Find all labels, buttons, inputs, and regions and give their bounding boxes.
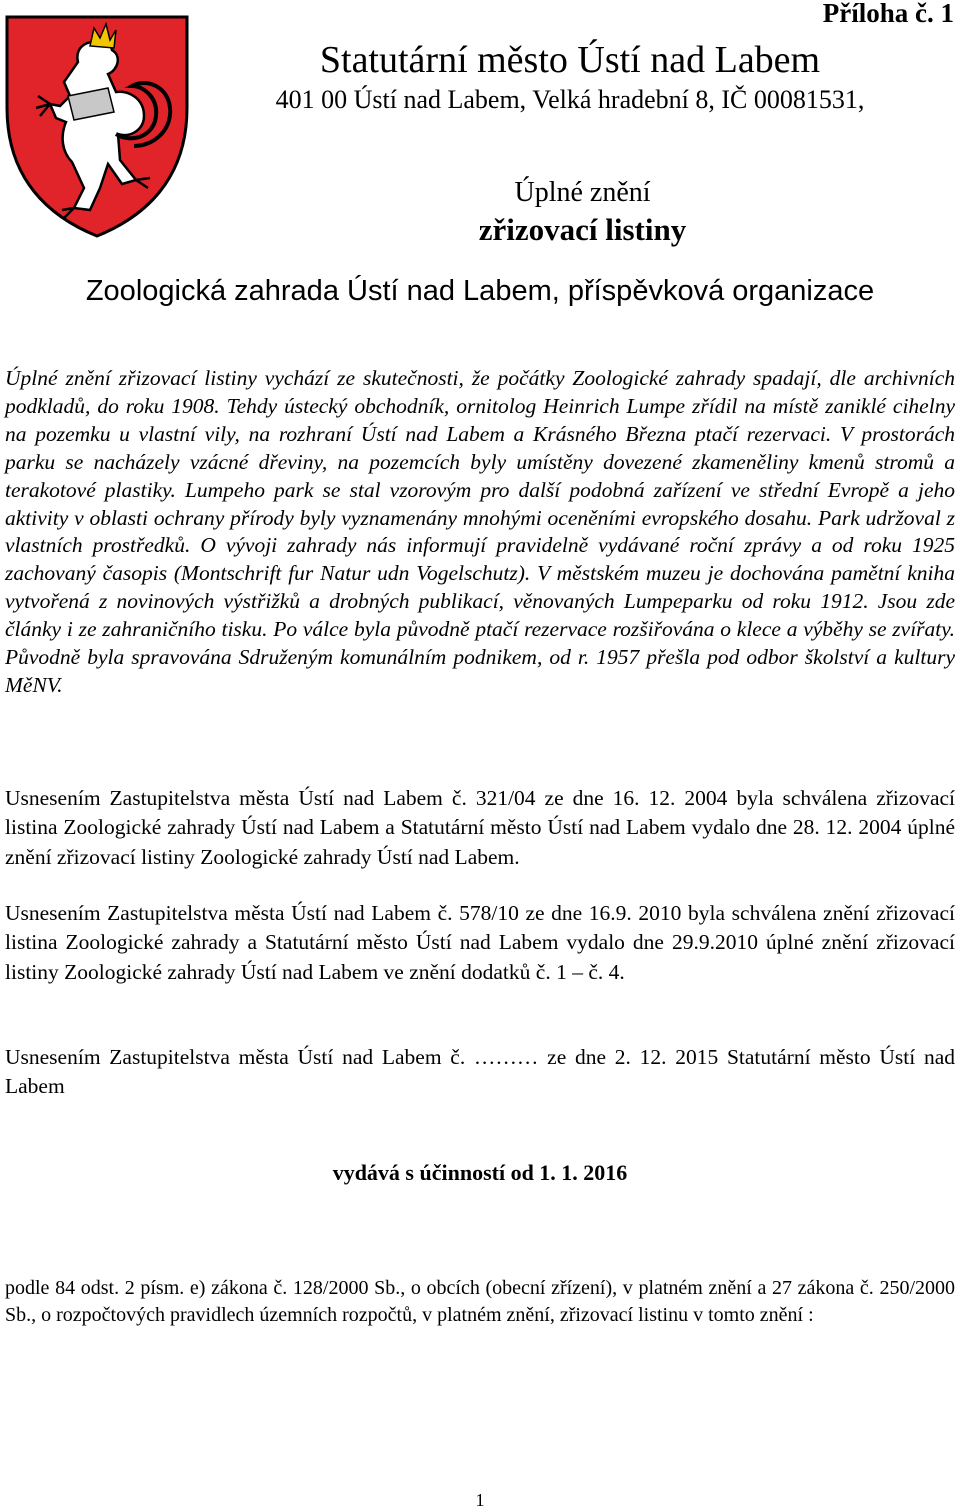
page-number: 1 xyxy=(475,1490,485,1510)
city-name: Statutární město Ústí nad Labem xyxy=(319,39,821,81)
effective-date-statement: vydává s účinností od 1. 1. 2016 xyxy=(332,1160,628,1185)
legal-basis-paragraph: podle 84 odst. 2 písm. e) zákona č. 128/2000 Sb., o obcích (obecní zřízení), v platném znění a 27 zákona č. 250/2000 Sb., o rozpočtových pravidlech územních rozpočtů, v platném znění, zřizovací listinu v tomto znění : xyxy=(5,1277,955,1326)
city-address: 401 00 Ústí nad Labem, Velká hradební 8, IČ 00081531, xyxy=(275,85,865,114)
resolution-paragraph-2004: Usnesením Zastupitelstva města Ústí nad Labem č. 321/04 ze dne 16. 12. 2004 byla schválena zřizovací listina Zoologické zahrady Ústí nad Labem a Statutární město Ústí nad Labem vydalo dne 28. 12. 2004 úplné znění zřizovací listiny Zoologické zahrady Ústí nad Labem. xyxy=(5,786,955,869)
document-title-line1: Úplné znění xyxy=(514,177,651,208)
resolution-paragraph-2010: Usnesením Zastupitelstva města Ústí nad Labem č. 578/10 ze dne 16.9. 2010 byla schválena znění zřizovací listina Zoologické zahrady a Statutární město Ústí nad Labem vydalo dne 29.9.2010 úplné znění zřizovací listiny Zoologické zahrady Ústí nad Labem ve znění dodatků č. 1 – č. 4. xyxy=(5,901,955,984)
organization-name: Zoologická zahrada Ústí nad Labem, příspěvková organizace xyxy=(85,275,875,307)
attachment-label: Příloha č. 1 xyxy=(822,0,954,28)
document-title-line2: zřizovací listiny xyxy=(478,212,687,247)
resolution-paragraph-2015: Usnesením Zastupitelstva města Ústí nad Labem č. ……… ze dne 2. 12. 2015 Statutární město Ústí nad Labem xyxy=(5,1045,955,1099)
history-paragraph: Úplné znění zřizovací listiny vychází ze skutečnosti, že počátky Zoologické zahrady spadají, dle archivních podkladů, do roku 1908. Tehdy ústecký obchodník, ornitolog Heinrich Lumpe zřídil na místě zaniklé cihelny na pozemku u vlastní vily, na rozhraní Ústí nad Labem a Krásného Března ptačí rezervaci. V prostorách parku se nacházely vzácné dřeviny, na pozemcích byly umístěny dovezené zkameněliny kmenů stromů a terakotové plastiky. Lumpeho park se stal vzorovým pro další podobná zařízení ve střední Evropě a jeho aktivity v oblasti ochrany přírody byly vyznamenány mnohými oceněními evropského dosahu. Park udržoval z vlastních prostředků. O vývoji zahrady nás informují pravidelně vydávané roční zprávy a od roku 1925 zachovaný časopis (Montschrift fur Natur udn Vogelschutz). V městském muzeu je dochována pamětní kniha vytvořená z novinových výstřižků a drobných publikací, věnovaných Lumpeparku od roku 1912. Jsou zde články i ze zahraničního tisku. Po válce byla původně ptačí rezervace rozšiřována o klece a výběhy se zvířaty. Původně byla spravována Sdruženým komunálním podnikem, od r. 1957 přešla pod odbor školství a kultury MěNV. xyxy=(5,366,955,697)
